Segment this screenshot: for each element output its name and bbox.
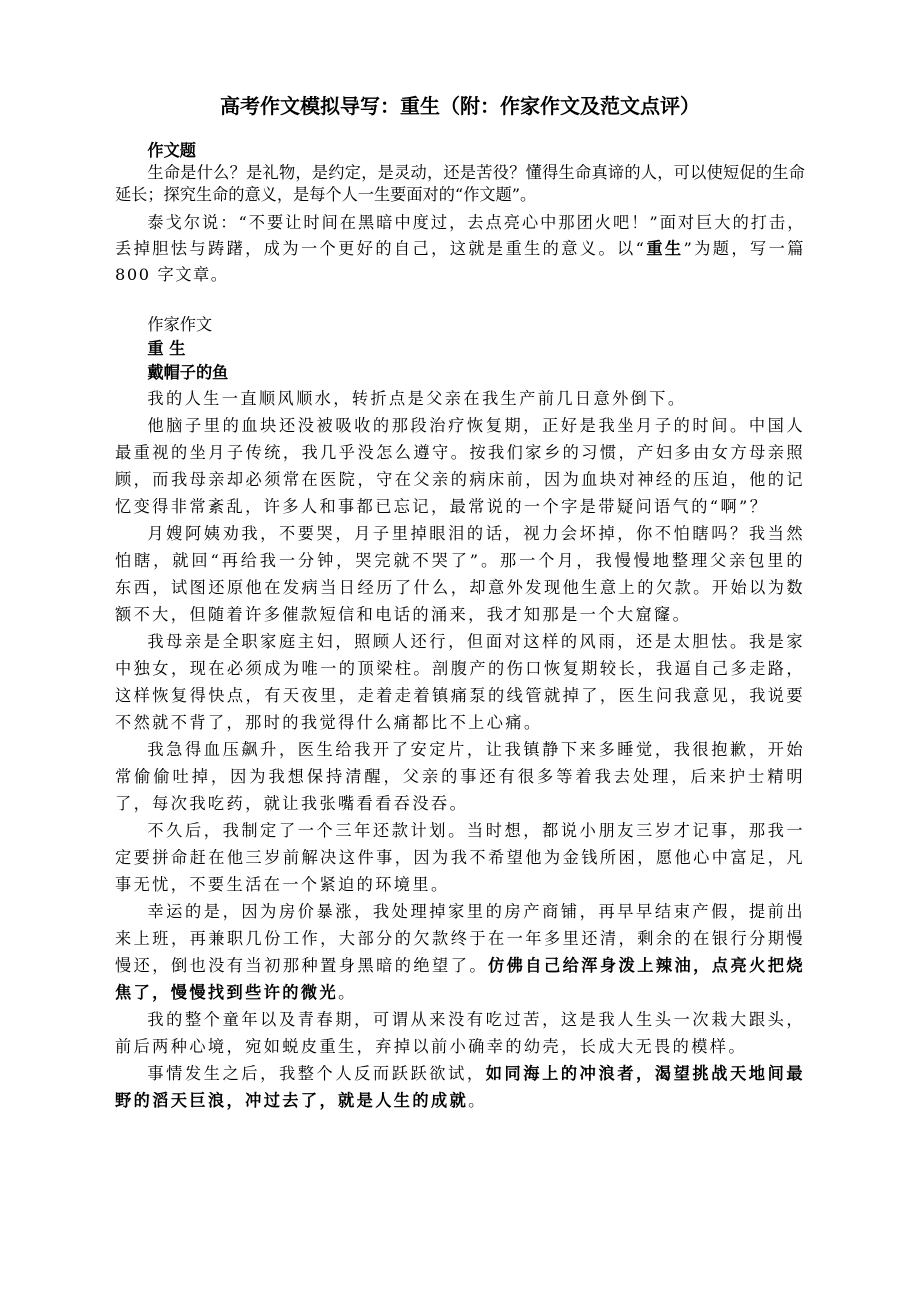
- essay-paragraph-2: 他脑子里的血块还没被吸收的那段治疗恢复期，正好是我坐月子的时间。中国人最重视的坐月子传统，我几乎没怎么遵守。按我们家乡的习惯，产妇多由女方母亲照顾，而我母亲却必须常在医院，守在父亲的病床前，因为血块对神经的压迫，他的记忆变得非常紊乱，许多人和事都已忘记，最常说的一个字是带疑问语气的“啊”？: [115, 416, 805, 516]
- essay-paragraph-7-text: 幸运的是，因为房价暴涨，我处理掉家里的房产商铺，再早早结束产假，提前出来上班，再兼职几份工作，大部分的欠款终于在一年多里还清，剩余的在银行分期慢慢还，倒也没有当初那种置身黑暗的绝望了。: [115, 902, 805, 975]
- essay-paragraph-5: 我急得血压飙升，医生给我开了安定片，让我镇静下来多睡觉，我很抱歉，开始常偷偷吐掉，因为我想保持清醒，父亲的事还有很多等着我去处理，后来护士精明了，每次我吃药，就让我张嘴看看吞没吞。: [115, 740, 805, 813]
- essay-paragraph-8: 我的整个童年以及青春期，可谓从来没有吃过苦，这是我人生头一次栽大跟头，前后两种心境，宛如蜕皮重生，弃掉以前小确幸的幼壳，长成大无畏的模样。: [115, 1010, 805, 1056]
- essay-paragraph-7: [115, 898, 805, 1006]
- essay-paragraph-9: [115, 1060, 805, 1114]
- prompt-section: [115, 140, 805, 288]
- essay-title: 重 生: [147, 339, 186, 358]
- prompt-paragraph-1: 生命是什么？是礼物，是约定，是灵动，还是苦役？懂得生命真谛的人，可以使短促的生命延长；探究生命的意义，是每个人一生要面对的“作文题”。: [115, 163, 805, 204]
- essay-paragraph-1: 我的人生一直顺风顺水，转折点是父亲在我生产前几日意外倒下。: [147, 389, 687, 408]
- prompt-topic-bold: 重生: [645, 239, 684, 258]
- essay-paragraph-9-end: 。: [468, 1091, 487, 1110]
- essay-section: [115, 313, 805, 1114]
- document-title: 高考作文模拟导写：重生（附：作家作文及范文点评）: [220, 94, 700, 118]
- prompt-paragraph-2-tail: ”为题，写一篇 800 字文章。: [115, 239, 805, 284]
- essay-label: 作家作文: [147, 315, 213, 334]
- essay-paragraph-7-end: 。: [338, 983, 357, 1002]
- prompt-paragraph-2: [115, 210, 805, 288]
- prompt-heading: 作文题: [147, 141, 196, 160]
- essay-paragraph-9-bold: 如同海上的冲浪者，渴望挑战天地间最野的滔天巨浪，冲过去了，就是人生的成就: [115, 1064, 805, 1110]
- essay-paragraph-6: 不久后，我制定了一个三年还款计划。当时想，都说小朋友三岁才记事，那我一定要拼命赶在他三岁前解决这件事，因为我不希望他为金钱所困，愿他心中富足，凡事无忧，不要生活在一个紧迫的环境里。: [115, 821, 805, 894]
- essay-paragraph-4: 我母亲是全职家庭主妇，照顾人还行，但面对这样的风雨，还是太胆怯。我是家中独女，现在必须成为唯一的顶梁柱。剖腹产的伤口恢复期较长，我逼自己多走路，这样恢复得快点，有天夜里，走着走着镇痛泵的线管就掉了，医生问我意见，我说要不然就不背了，那时的我觉得什么痛都比不上心痛。: [115, 632, 805, 732]
- essay-paragraph-3: 月嫂阿姨劝我，不要哭，月子里掉眼泪的话，视力会坏掉，你不怕瞎吗？我当然怕瞎，就回“再给我一分钟，哭完就不哭了”。那一个月，我慢慢地整理父亲包里的东西，试图还原他在发病当日经历了什么，却意外发现他生意上的欠款。开始以为数额不大，但随着许多催款短信和电话的涌来，我才知那是一个大窟窿。: [115, 524, 805, 624]
- prompt-paragraph-2-lead: 泰戈尔说：“不要让时间在黑暗中度过，去点亮心中那团火吧！”面对巨大的打击，丢掉胆怯与踌躇，成为一个更好的自己，这就是重生的意义。以“: [115, 213, 805, 258]
- essay-paragraph-7-bold: 仿佛自己给浑身泼上辣油，点亮火把烧焦了，慢慢找到些许的微光: [115, 956, 805, 1002]
- essay-author: 戴帽子的鱼: [147, 363, 229, 382]
- essay-paragraph-9-text: 事情发生之后，我整个人反而跃跃欲试，: [147, 1064, 486, 1083]
